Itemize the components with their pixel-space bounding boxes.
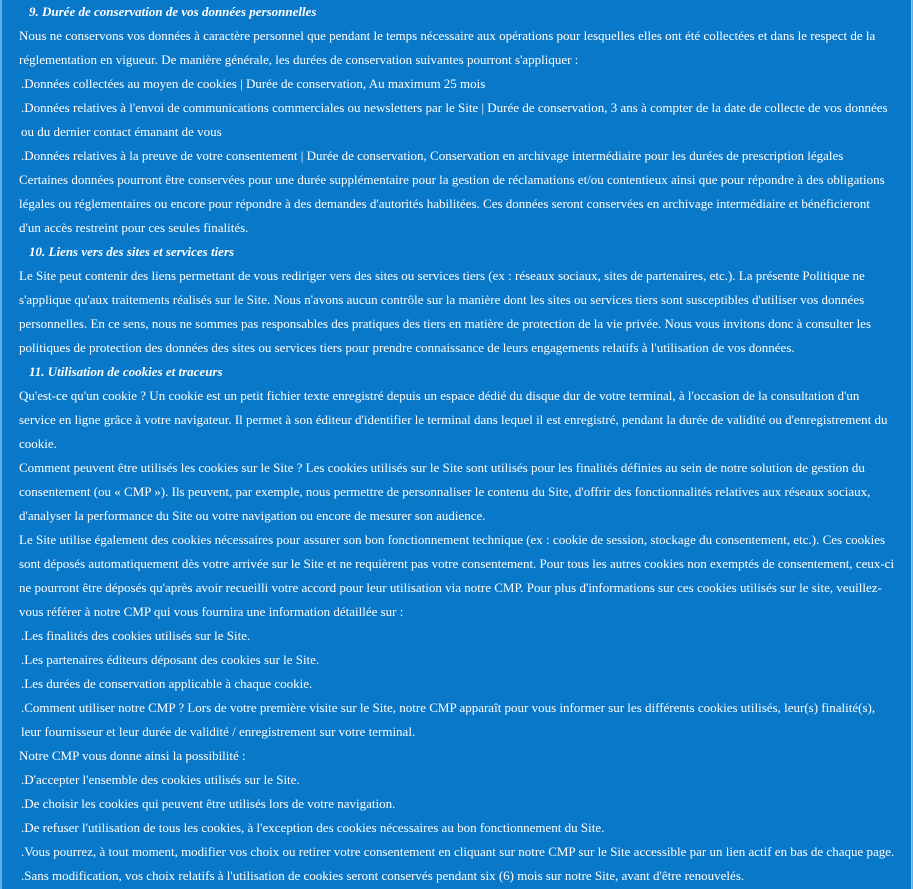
list-item: .Vous pourrez, à tout moment, modifier vos choix ou retirer votre consentement en cliquant sur notre CMP sur le Site accessible par un lien actif en bas de chaque page. <box>21 844 895 859</box>
list-item: .Comment utiliser notre CMP ? Lors de votre première visite sur le Site, notre CMP apparaît pour vous informer sur les différents cookies utilisés, leur(s) finalité(s), leur fournisseur et leur durée de validité / enregistrement sur votre terminal. <box>21 700 876 739</box>
section-9-heading: 9. Durée de conservation de vos données personnelles <box>29 4 317 19</box>
list-item: .De refuser l'utilisation de tous les cookies, à l'exception des cookies nécessaires au bon fonctionnement du Site. <box>21 820 605 835</box>
cookie-definition-paragraph: Qu'est-ce qu'un cookie ? Un cookie est un petit fichier texte enregistré depuis un espace dédié du disque dur de votre terminal, à l'occasion de la consultation d'un service en ligne grâce à votre navigateur. Il permet à son éditeur d'identifier le terminal dans lequel il est enregistré, pendant la durée de validité ou d'enregistrement du cookie. <box>19 388 888 451</box>
cmp-possibilities-intro: Notre CMP vous donne ainsi la possibilité : <box>19 748 246 763</box>
necessary-cookies-paragraph: Le Site utilise également des cookies nécessaires pour assurer son bon fonctionnement technique (ex : cookie de session, stockage du consentement, etc.). Ces cookies sont déposés automatiquement dès votre arrivée sur le Site et ne requièrent pas votre consentement. Pour tous les autres cookies non exemptés de consentement, ceux-ci ne pourront être déposés qu'après avoir recueilli votre accord pour leur utilisation via notre CMP. Pour plus d'informations sur ces cookies utilisés sur le site, veuillez-vous référer à notre CMP qui vous fournira une information détaillée sur : <box>19 532 895 619</box>
section-10-body: Le Site peut contenir des liens permettant de vous rediriger vers des sites ou services tiers (ex : réseaux sociaux, sites de partenaires, etc.). La présente Politique ne s'applique qu'aux traitements réalisés sur le Site. Nous n'avons aucun contrôle sur la manière dont les sites ou services tiers sont susceptibles d'utiliser vos données personnelles. En ce sens, nous ne sommes pas responsables des pratiques des tiers en matière de protection de la vie privée. Nous vous invitons donc à consulter les politiques de protection des données des sites ou services tiers pour prendre connaissance de leurs engagements relatifs à l'utilisation de vos données. <box>19 268 872 355</box>
list-item: .Données relatives à l'envoi de communications commerciales ou newsletters par le Site | Durée de conservation, 3 ans à compter de la date de collecte de vos données ou du dernier contact émanant de vous <box>21 100 888 139</box>
section-9-outro: Certaines données pourront être conservées pour une durée supplémentaire pour la gestion de réclamations et/ou contentieux ainsi que pour répondre à des obligations légales ou réglementaires ou encore pour répondre à des demandes d'autorités habilitées. Ces données seront conservées en archivage intermédiaire et bénéficieront d'un accès restreint pour ces seules finalités. <box>19 172 885 235</box>
list-item: .Les partenaires éditeurs déposant des cookies sur le Site. <box>21 652 320 667</box>
section-9-intro: Nous ne conservons vos données à caractère personnel que pendant le temps nécessaire aux opérations pour lesquelles elles ont été collectées et dans le respect de la réglementation en vigueur. De manière générale, les durées de conservation suivantes pourront s'appliquer : <box>19 28 876 67</box>
list-item: .Sans modification, vos choix relatifs à l'utilisation de cookies seront conservés pendant six (6) mois sur notre Site, avant d'être renouvelés. <box>21 868 745 883</box>
cookie-usage-paragraph: Comment peuvent être utilisés les cookies sur le Site ? Les cookies utilisés sur le Site sont utilisés pour les finalités définies au sein de notre solution de gestion du consentement (ou « CMP »). Ils peuvent, par exemple, nous permettre de personnaliser le contenu du Site, d'offrir des fonctionnalités relatives aux réseaux sociaux, d'analyser la performance du Site ou votre navigation ou encore de mesurer son audience. <box>19 460 871 523</box>
list-item: .Les durées de conservation applicable à chaque cookie. <box>21 676 313 691</box>
list-item: .Les finalités des cookies utilisés sur le Site. <box>21 628 251 643</box>
page-border <box>911 0 912 889</box>
section-11-heading: 11. Utilisation de cookies et traceurs <box>29 364 223 379</box>
list-item: .De choisir les cookies qui peuvent être utilisés lors de votre navigation. <box>21 796 396 811</box>
list-item: .D'accepter l'ensemble des cookies utilisés sur le Site. <box>21 772 300 787</box>
list-item: .Données collectées au moyen de cookies | Durée de conservation, Au maximum 25 mois <box>21 76 486 91</box>
section-10-heading: 10. Liens vers des sites et services tiers <box>29 244 235 259</box>
list-item: .Données relatives à la preuve de votre consentement | Durée de conservation, Conservation en archivage intermédiaire pour les durées de prescription légales <box>21 148 844 163</box>
